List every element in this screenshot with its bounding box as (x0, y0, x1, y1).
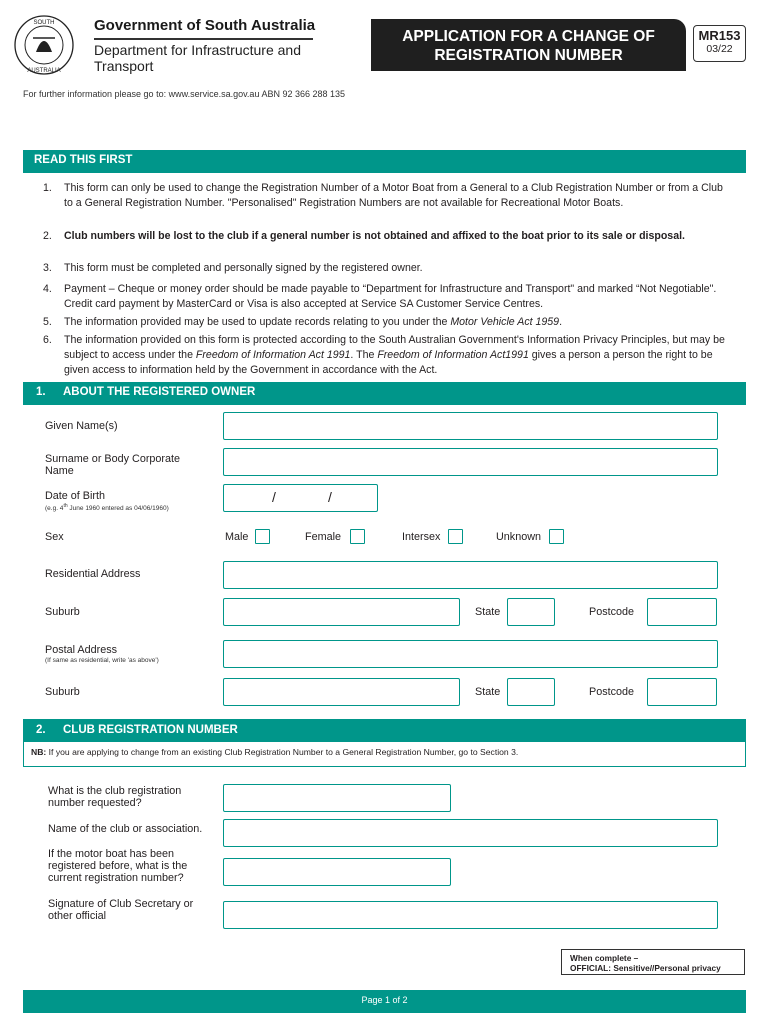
suburb-label: Suburb (45, 606, 80, 618)
form-code: MR153 (698, 28, 741, 43)
item-number: 4. (43, 283, 52, 295)
item-text: This form must be completed and personally signed by the registered owner. (64, 262, 423, 274)
postal-postcode-label: Postcode (589, 686, 635, 698)
male-label: Male (225, 531, 249, 543)
postal-state-field[interactable] (507, 678, 555, 706)
residential-address-field[interactable] (223, 561, 718, 589)
page-number: Page 1 of 2 (23, 990, 746, 1013)
south-australia-logo (11, 14, 83, 76)
item-text: This form can only be used to change the Registration Number of a Motor Boat from a General to a Club Registration Number or from a Club to a General Registration Number. "Personalised" Registration Numbers are not available for Recreational Motor Boats. (64, 182, 723, 209)
unknown-label: Unknown (496, 531, 542, 543)
security-classification: When complete – OFFICIAL: Sensitive//Personal privacy (561, 949, 745, 975)
read-first-header: READ THIS FIRST (23, 150, 746, 173)
postal-state-label: State (475, 686, 501, 698)
unknown-checkbox[interactable] (549, 529, 564, 544)
intersex-checkbox[interactable] (448, 529, 463, 544)
postal-suburb-field[interactable] (223, 678, 460, 706)
given-names-field[interactable] (223, 412, 718, 440)
intersex-label: Intersex (402, 531, 441, 543)
postal-address-label: Postal Address (45, 644, 118, 656)
club-name-field[interactable] (223, 819, 718, 847)
signature-label: Signature of Club Secretary or other official (48, 898, 194, 922)
item-text: The information provided may be used to update records relating to you under the Motor Vehicle Act 1959. (64, 316, 563, 328)
form-date: 03/22 (706, 43, 733, 55)
postcode-field[interactable] (647, 598, 717, 626)
item-text: Club numbers will be lost to the club if a general number is not obtained and affixed to the boat prior to its sale or disposal. (64, 230, 685, 242)
surname-field[interactable] (223, 448, 718, 476)
dob-label: Date of Birth (45, 490, 106, 502)
form-title-line2: REGISTRATION NUMBER (434, 47, 623, 64)
postal-address-hint: (If same as residential, write 'as above') (45, 657, 159, 664)
postal-suburb-label: Suburb (45, 686, 80, 698)
item-number: 2. (43, 230, 52, 242)
info-line: For further information please go to: www.service.sa.gov.au ABN 92 366 288 135 (23, 89, 346, 99)
dob-separator: / (328, 489, 332, 505)
form-code-box (693, 25, 746, 62)
svg-text:SOUTH: SOUTH (33, 20, 55, 26)
department-name: Department for Infrastructure and Transport (94, 42, 301, 74)
signature-field[interactable] (223, 901, 718, 929)
item-number: 5. (43, 316, 52, 328)
dob-field[interactable] (223, 484, 378, 512)
female-checkbox[interactable] (350, 529, 365, 544)
surname-label: Surname or Body Corporate Name (45, 453, 181, 477)
given-names-label: Given Name(s) (45, 420, 118, 432)
item-number: 1. (43, 182, 52, 194)
club-number-label: What is the club registration number requested? (48, 785, 182, 809)
item-number: 6. (43, 334, 52, 346)
section1-header: 1. ABOUT THE REGISTERED OWNER (23, 382, 746, 405)
item-text: Payment – Cheque or money order should be made payable to “Department for Infrastructure and Transport" and marked “Not Negotiable". Credit card payment by MasterCard or Visa is also accepted at Service SA Customer Service Centres. (64, 283, 717, 310)
postal-postcode-field[interactable] (647, 678, 717, 706)
header-divider (94, 38, 313, 40)
postal-address-field[interactable] (223, 640, 718, 668)
state-field[interactable] (507, 598, 555, 626)
government-title: Government of South Australia (94, 17, 316, 34)
item-text: The information provided on this form is protected according to the South Australian Government's Information Privacy Principles, but may be subject to access under the Freedom of Information Act 1991. The Freedom of Information Act1991 gives a person a person the right to be given access to information held by the Government in accordance with the Act. (64, 334, 725, 376)
section2-note: NB: If you are applying to change from an existing Club Registration Number to a General Registration Number, go to Section 3. (23, 742, 746, 767)
suburb-field[interactable] (223, 598, 460, 626)
sex-label: Sex (45, 531, 64, 543)
current-registration-label: If the motor boat has been registered before, what is the current registration number? (48, 848, 188, 884)
club-number-field[interactable] (223, 784, 451, 812)
residential-address-label: Residential Address (45, 568, 141, 580)
state-label: State (475, 606, 501, 618)
section2-header: 2. CLUB REGISTRATION NUMBER (23, 719, 746, 742)
female-label: Female (305, 531, 342, 543)
svg-text:AUSTRALIA: AUSTRALIA (27, 68, 61, 74)
postcode-label: Postcode (589, 606, 635, 618)
current-registration-field[interactable] (223, 858, 451, 886)
item-number: 3. (43, 262, 52, 274)
form-title-line1: APPLICATION FOR A CHANGE OF (402, 28, 655, 45)
club-name-label: Name of the club or association. (48, 823, 203, 835)
male-checkbox[interactable] (255, 529, 270, 544)
dob-hint: (e.g. 4th June 1960 entered as 04/06/1960) (45, 503, 169, 513)
form-title (371, 19, 686, 71)
dob-separator: / (272, 489, 276, 505)
